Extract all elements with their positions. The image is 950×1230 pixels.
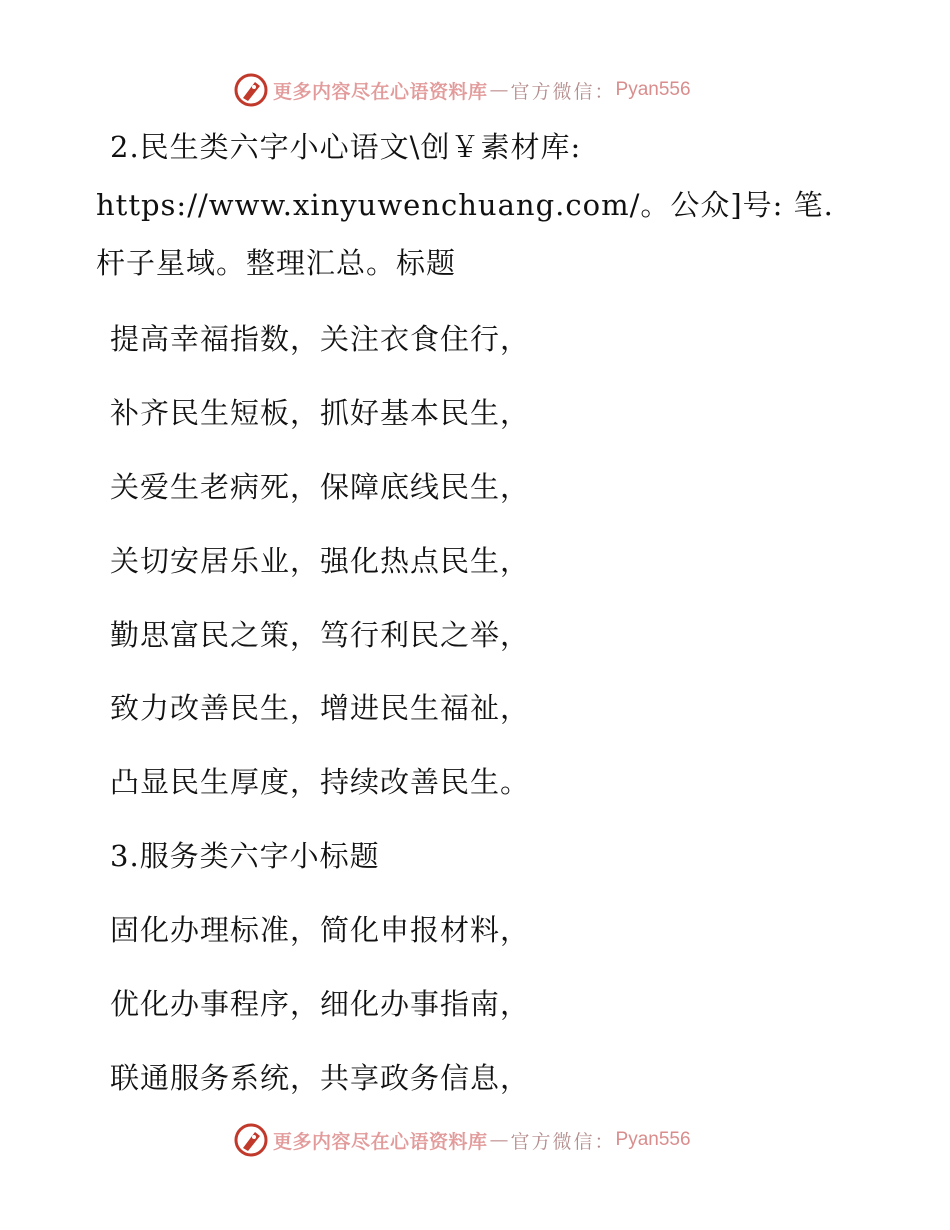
intro-paragraph: [96, 118, 836, 292]
footer-banner: [233, 1120, 691, 1160]
text-line: 勤思富民之策，笃行利民之举，: [110, 617, 531, 652]
text-line: 提高幸福指数，关注衣食住行，: [110, 322, 531, 356]
banner-dash: —: [489, 1129, 509, 1151]
text-line: 联通服务系统，共享政务信息，: [110, 1060, 531, 1095]
header-banner: [233, 70, 691, 110]
banner-title: 更多内容尽在心语资料库: [273, 1130, 488, 1153]
banner-wechat-id: Pyan556: [615, 79, 691, 100]
banner-wechat-id: Pyan556: [615, 1129, 691, 1150]
pen-nib-logo-icon: [233, 72, 269, 108]
body-lines: [110, 310, 530, 1123]
text-line: 优化办事程序，细化办事指南，: [110, 987, 531, 1022]
text-line: 固化办理标准，简化申报材料，: [110, 913, 531, 948]
banner-official-label: 官方微信：: [510, 1130, 616, 1153]
text-line: 凸显民生厚度，持续改善民生。: [110, 765, 531, 800]
text-line: 致力改善民生，增进民生福祉，: [110, 691, 531, 726]
text-line: 补齐民生短板，抓好基本民生，: [110, 395, 531, 430]
text-line: 关切安居乐业，强化热点民生，: [110, 543, 531, 578]
banner-title: 更多内容尽在心语资料库: [273, 80, 488, 103]
banner-official-label: 官方微信：: [510, 80, 616, 103]
pen-nib-logo-icon: [233, 1122, 269, 1158]
section-heading: 3.服务类六字小标题: [110, 839, 380, 874]
text-line: 关爱生老病死，保障底线民生，: [110, 469, 531, 504]
banner-dash: —: [489, 79, 509, 101]
intro-paragraph-text: 2.民生类六字小心语文\创￥素材库: https://www.xinyuwenchuang.com/。公众]号: 笔.杆子星域。整理汇总。标题: [96, 130, 834, 280]
